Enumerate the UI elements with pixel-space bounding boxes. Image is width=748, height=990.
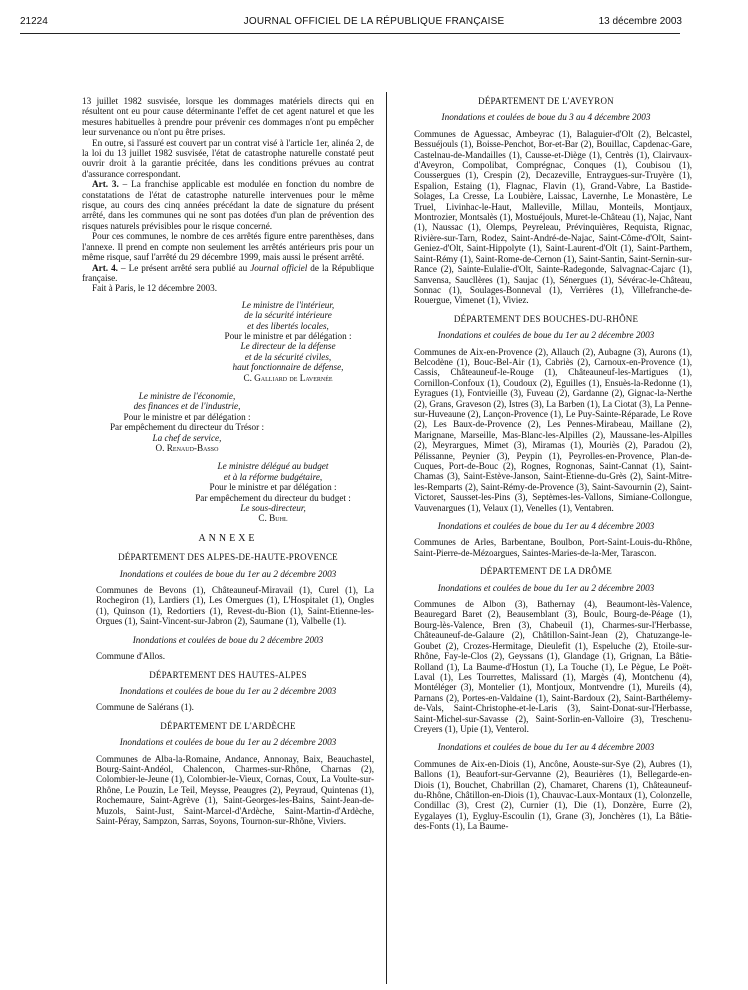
commune-list: Communes de Bevons (1), Châteauneuf-Miravail (1), Curel (1), La Rochegiron (1), Lardiers (1), Les Omergues (1), L'Hospitalet (1), Ongles (1), Quinson (1), Redortiers (1), Revest-du-Bion (1), Saint-Etienne-les-Orgues (1), Saint-Vincent-sur-Jabron (2), Saumane (1), Valbelle (1). (96, 585, 374, 627)
article-text: – La franchise applicable est modulée en fonction du nombre de constatations de l'état de catastrophe naturelle intervenues pour le même risque, au cours des cinq années précédant la date de signature du présent arrêté, dans les communes qui ne sont pas dotées d'un plan de prévention des risques naturels prévisibles pour le risque concerné. (82, 179, 374, 231)
signature-line: La chef de service, (152, 432, 222, 443)
commune-list: Communes de Aguessac, Ambeyrac (1), Balaguier-d'Olt (2), Belcastel, Bessuéjouls (1), Boisse-Penchot, Bor-et-Bar (2), Bouillac, Capdenac-Gare, Castelnau-de-Mandailles (1), Causse-et-Diège (1), Centrès (1), Clairvaux-d'Aveyron, Compolibat, Comprégnac, Conques (1), Coubisou (1), Coussergues (1), Crespin (2), Decazeville, Entraygues-sur-Truyère (1), Espalion, Estaing (1), Flagnac, Flavin (1), Grand-Vabre, La Bastide-Solages, La Cresse, La Loubière, Laissac, Lavernhe, Le Monastère, Le Truel, Livinhac-le-Haut, Malleville, Millau, Monteils, Montjaux, Montrozier, Montsalès (1), Mostuéjouls, Muret-le-Château (1), Najac, Nant (1), Naussac (1), Olemps, Peyreleau, Prévinquières, Requista, Rignac, Rivière-sur-Tarn, Rodez, Saint-André-de-Najac, Saint-Côme-d'Olt, Saint-Geniez-d'Olt, Saint-Hippolyte (1), Saint-Laurent-d'Olt (1), Saint-Parthem, Saint-Rémy (1), Saint-Rome-de-Cernon (1), Saint-Santin, Saint-Sernin-sur-Rance (2), Sainte-Eulalie-d'Olt, Sainte-Radegonde, Salvagnac-Cajarc (1), Sanvensa, Saucllères (1), Saujac (1), Sénergues (1), Sévérac-le-Château, Sonnac (1), Soulages-Bonneval (1), Verrières (1), Villefranche-de-Rouergue, Vimenet (1), Viviez. (414, 128, 692, 306)
department-heading: DÉPARTEMENT DE L'ARDÈCHE (160, 720, 296, 731)
annexe-title: ANNEXE (198, 532, 258, 544)
paragraph: En outre, si l'assuré est couvert par un contrat visé à l'article 1er, alinéa 2, de la loi du 13 juillet 1982 susvisée, l'état de catastrophe naturelle constaté peut ouvrir droit à la garantie précitée, dans les conditions prévues au contrat d'assurance correspondant. (82, 137, 374, 179)
signature-line: et de la sécurité civiles, (244, 351, 332, 362)
article-label: Art. 3. (92, 179, 119, 190)
signature-line: et à la réforme budgétaire, (223, 471, 323, 482)
article-3 (82, 179, 374, 231)
commune-list: Commune de Salérans (1). (96, 702, 194, 713)
signature-interieur (82, 300, 374, 383)
issue-date: 13 décembre 2003 (598, 16, 682, 27)
signature-line: Par empêchement du directeur du budget : (195, 492, 351, 503)
signature-line: de la sécurité intérieure (244, 310, 332, 321)
signature-line: Le ministre délégué au budget (217, 461, 329, 472)
signatory-name: O. Renaud-Basso (155, 443, 219, 453)
journal-reference: Journal officiel (250, 262, 308, 273)
right-column (400, 96, 692, 840)
department-heading: DÉPARTEMENT DES ALPES-DE-HAUTE-PROVENCE (118, 552, 338, 563)
signature-line: Le directeur de la défense (240, 341, 336, 352)
signature-line: Par empêchement du directeur du Trésor : (109, 422, 265, 433)
commune-list: Communes de Aix-en-Diois (1), Ancône, Aouste-sur-Sye (2), Aubres (1), Ballons (1), Beaufort-sur-Gervanne (2), Beaurières (1), Bellegarde-en-Diois (1), Bouchet, Chabrillan (2), Chamaret, Charens (1), Châteauneuf-du-Rhône, Châtillon-en-Diois (1), Chauvac-Laux-Montaux (1), Colonzelle, Condillac (3), Crest (2), Curnier (1), Die (1), Donzère, Eurre (2), Eygalayes (1), Eygluy-Escoulin (1), Grane (3), Jonchères (1), La Bâtie-des-Fonts (1), La Baume- (414, 758, 692, 832)
event-subheading: Inondations et coulées de boue du 3 au 4 décembre 2003 (441, 112, 651, 123)
article-text: de la République française. (82, 262, 374, 283)
paragraph: Pour ces communes, le nombre de ces arrêtés figure entre parenthèses, dans l'annexe. Il prend en compte non seulement les arrêtés antérieurs pris pour un même risque, sauf l'arrêté du 29 décembre 1999, mais aussi le présent arrêté. (82, 231, 374, 263)
signature-line: Pour le ministre et par délégation : (123, 411, 251, 422)
event-subheading: Inondations et coulées de boue du 1er au 2 décembre 2003 (119, 737, 337, 748)
department-heading: DÉPARTEMENT DE L'AVEYRON (478, 96, 614, 106)
signatory-name: C. Galliard de Lavernée (243, 372, 333, 383)
signature-line: Pour le ministre et par délégation : (209, 482, 337, 493)
signature-economie (82, 391, 292, 453)
signature-line: haut fonctionnaire de défense, (232, 362, 344, 373)
event-subheading: Inondations et coulées de boue du 1er au 2 décembre 2003 (437, 330, 655, 341)
article-4 (82, 263, 374, 284)
signature-line: des finances et de l'industrie, (133, 401, 241, 412)
left-column (82, 96, 374, 834)
commune-list: Communes de Albon (3), Bathernay (4), Beaumont-lès-Valence, Beauregard Baret (2), Beausemblant (3), Boulc, Bourg-de-Péage (1), Bourg-lès-Valence, Bren (3), Chabeuil (1), Charmes-sur-l'Herbasse, Châteauneuf-de-Galaure (2), Châtillon-Saint-Jean (2), Chatuzange-le-Goubet (2), Crozes-Hermitage, Dieulefit (1), Espeluche (2), Etoile-sur-Rhône, Fay-le-Clos (2), Geyssans (1), Glandage (1), Grignan, La Bâtie-Rolland (1), La Baume-d'Hostun (1), La Touche (1), Le Pègue, Le Poët-Laval (1), Les Tourrettes, Malissard (1), Margès (4), Montchenu (4), Montéléger (3), Montelier (1), Montjoux, Montvendre (1), Mureils (4), Parnans (2), Portes-en-Valdaine (1), Saint-Bardoux (2), Saint-Barthélemy-de-Vals, Saint-Christophe-et-le-Laris (3), Saint-Donat-sur-l'Herbasse, Saint-Michel-sur-Savasse (2), Saint-Sorlin-en-Valloire (3), Treschenu-Creyers (1), Upie (1), Venterol. (414, 599, 692, 734)
commune-list: Communes de Aix-en-Provence (2), Allauch (2), Aubagne (3), Aurons (1), Belcodène (1), Bouc-Bel-Air (1), Cabriès (2), Carnoux-en-Provence (1), Cassis, Châteauneuf-le-Rouge (1), Châteauneuf-les-Martigues (1), Cornillon-Confoux (1), Coudoux (2), Eguilles (1), Ensuès-la-Redonne (1), Eyragues (1), Fontvieille (3), Fuveau (2), Gardanne (2), Gignac-la-Nerthe (2), Grans, Graveson (2), Istres (3), La Barben (1), La Ciotat (3), La Penne-sur-Huveaune (2), Lançon-Provence (1), Le Puy-Sainte-Réparade, Le Rove (2), Les Baux-de-Provence (2), Les Pennes-Mirabeau, Maillane (2), Marignane, Marseille, Mas-Blanc-les-Alpilles (2), Maussane-les-Alpilles (2), Meyrargues, Mimet (3), Miramas (1), Mouriès (2), Paradou (2), Pélissanne, Peynier (3), Peypin (1), Peyrolles-en-Provence, Plan-de-Cuques, Port-de-Bouc (2), Rognes, Rognonas, Saint-Cannat (1), Saint-Chamas (3), Saint-Estève-Janson, Saint-Etienne-du-Grès (2), Saint-Mitre-les-Remparts (2), Saint-Rémy-de-Provence (3), Saint-Savournin (2), Saint-Victoret, Sausset-les-Pins (3), Septèmes-les-Vallons, Simiane-Collongue, Vauvenargues (1), Velaux (1), Venelles (1), Ventabren. (414, 346, 692, 513)
commune-list: Communes de Arles, Barbentane, Boulbon, Port-Saint-Louis-du-Rhône, Saint-Pierre-de-Mézoargues, Saintes-Maries-de-la-Mer, Tarascon. (414, 537, 692, 558)
event-subheading: Inondations et coulées de boue du 1er au 2 décembre 2003 (119, 568, 337, 579)
signature-line: Pour le ministre et par délégation : (224, 330, 352, 341)
department-heading: DÉPARTEMENT DES BOUCHES-DU-RHÔNE (453, 313, 639, 324)
journal-title: JOURNAL OFFICIEL DE LA RÉPUBLIQUE FRANÇAISE (243, 16, 505, 27)
page-header (0, 14, 748, 32)
signature-line: Le sous-directeur, (240, 503, 306, 514)
department-heading: DÉPARTEMENT DES HAUTES-ALPES (149, 669, 307, 680)
page-number: 21224 (20, 16, 48, 27)
signatory-name: C. Buhl (258, 513, 288, 524)
article-text: – Le présent arrêté sera publié au (117, 262, 251, 273)
commune-list: Communes de Alba-la-Romaine, Andance, Annonay, Baix, Beauchastel, Bourg-Saint-Andéol, Chalencon, Charmes-sur-Rhône, Charnas (2), Colombier-le-Jeune (1), Colombier-le-Vieux, Cornas, Coux, La Voulte-sur-Rhône, Le Pouzin, Le Teil, Meysse, Peaugres (2), Peyraud, Quintenas (1), Rochemaure, Saint-Agrève (1), Saint-Georges-les-Bains, Saint-Jean-de-Muzols, Saint-Just, Saint-Marcel-d'Ardèche, Saint-Martin-d'Ardèche, Saint-Péray, Sampzon, Sarras, Soyons, Tournon-sur-Rhône, Viviers. (96, 753, 374, 826)
event-subheading: Inondations et coulées de boue du 2 décembre 2003 (132, 634, 324, 645)
fait-line: Fait à Paris, le 12 décembre 2003. (92, 283, 218, 294)
signature-line: et des libertés locales, (247, 320, 329, 331)
signature-budget (82, 461, 374, 523)
event-subheading: Inondations et coulées de boue du 1er au 2 décembre 2003 (119, 685, 337, 696)
signature-line: Le ministre de l'intérieur, (241, 299, 335, 310)
event-subheading: Inondations et coulées de boue du 1er au 4 décembre 2003 (437, 742, 655, 753)
event-subheading: Inondations et coulées de boue du 1er au 4 décembre 2003 (437, 521, 655, 532)
article-label: Art. 4. (92, 262, 118, 273)
header-rule (20, 33, 680, 34)
paragraph: 13 juillet 1982 susvisée, lorsque les dommages matériels directs qui en résultent ont eu pour cause déterminante l'effet de cet agent naturel et que les mesures habituelles à prendre pour prévenir ces dommages n'ont pu empêcher leur survenance ou n'ont pu être prises. (82, 96, 374, 138)
signature-line: Le ministre de l'économie, (138, 390, 236, 401)
department-heading: DÉPARTEMENT DE LA DRÔME (480, 566, 612, 577)
column-divider (386, 92, 387, 984)
commune-list: Commune d'Allos. (96, 651, 166, 662)
event-subheading: Inondations et coulées de boue du 1er au 2 décembre 2003 (437, 582, 655, 593)
